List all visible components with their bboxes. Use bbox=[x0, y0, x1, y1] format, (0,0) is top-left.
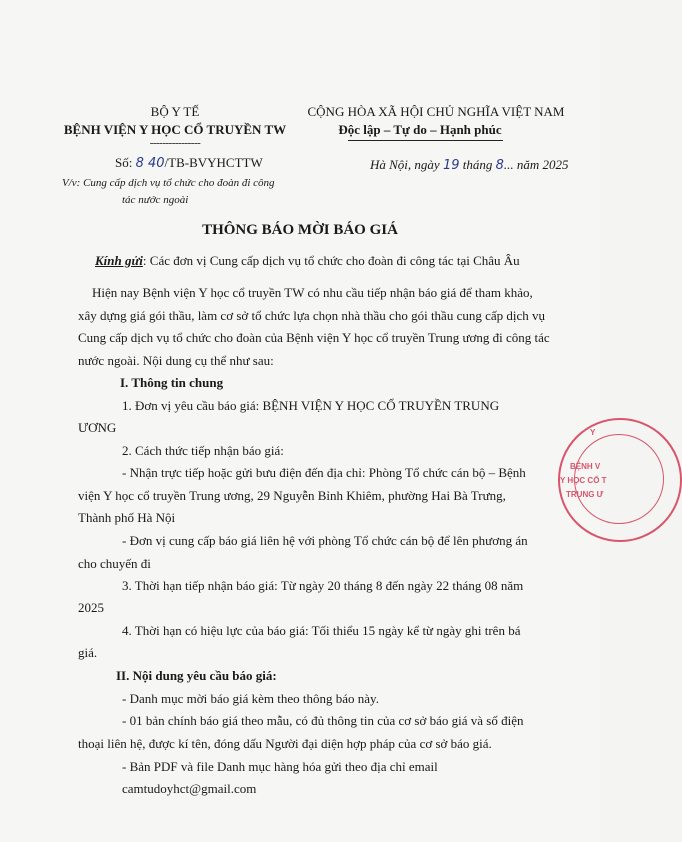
number-suffix: /TB-BVYHCTTW bbox=[164, 155, 263, 170]
ministry-name: BỘ Y TẾ bbox=[150, 104, 200, 119]
intro-line-1: Hiện nay Bệnh viện Y học cổ truyền TW có nhu cầu tiếp nhận báo giá để tham khảo, bbox=[92, 285, 533, 300]
s1-item1-line2: ƯƠNG bbox=[78, 420, 117, 435]
date-day-handwritten: 19 bbox=[442, 158, 460, 173]
s1-item1-line1: 1. Đơn vị yêu cầu báo giá: BỆNH VIỆN Y HỌC CỔ TRUYỀN TRUNG bbox=[122, 398, 500, 413]
email-address: camtudoyhct@gmail.com bbox=[122, 781, 257, 796]
number-handwritten: 8 40 bbox=[135, 156, 165, 171]
s2-bullet2-line1: - 01 bản chính báo giá theo mẫu, có đủ thông tin của cơ sở báo giá và số điện bbox=[122, 713, 524, 728]
document-number bbox=[115, 155, 263, 171]
intro-line-3: Cung cấp dịch vụ tổ chức cho đoàn của Bệnh viện Y học cổ truyền Trung ương đi công tác bbox=[78, 330, 550, 345]
subject-line-1: V/v: Cung cấp dịch vụ tổ chức cho đoàn đi công bbox=[62, 177, 275, 189]
s1-bullet2-line2: cho chuyến đi bbox=[78, 556, 151, 571]
document-title: THÔNG BÁO MỜI BÁO GIÁ bbox=[202, 222, 398, 238]
s1-item3-line1: 3. Thời hạn tiếp nhận báo giá: Từ ngày 20 tháng 8 đến ngày 22 tháng 08 năm bbox=[122, 578, 524, 593]
number-prefix: Số: bbox=[115, 155, 136, 170]
s1-item2: 2. Cách thức tiếp nhận báo giá: bbox=[122, 443, 284, 458]
s1-bullet1-line2: viện Y học cổ truyền Trung ương, 29 Nguyễn Bỉnh Khiêm, phường Hai Bà Trưng, bbox=[78, 488, 506, 503]
document-date bbox=[370, 157, 569, 173]
greeting-label: Kính gửi bbox=[95, 253, 143, 268]
s1-bullet2-line1: - Đơn vị cung cấp báo giá liên hệ với phòng Tổ chức cán bộ để lên phương án bbox=[122, 533, 528, 548]
date-prefix: Hà Nội, ngày bbox=[370, 157, 443, 172]
greeting bbox=[95, 253, 520, 269]
s1-bullet1-line3: Thành phố Hà Nội bbox=[78, 510, 176, 525]
subject-line-2: tác nước ngoài bbox=[122, 194, 189, 206]
motto-underline bbox=[348, 140, 503, 141]
intro-line-2: xây dựng giá gói thầu, làm cơ sở tổ chức lựa chọn nhà thầu cho gói thầu cung cấp dịch vụ bbox=[78, 308, 546, 323]
section-2-heading: II. Nội dung yêu cầu báo giá: bbox=[116, 668, 277, 683]
greeting-text: : Các đơn vị Cung cấp dịch vụ tổ chức cho đoàn đi công tác tại Châu Âu bbox=[142, 253, 520, 268]
s1-item3-line2: 2025 bbox=[78, 600, 104, 615]
s1-item4-line1: 4. Thời hạn có hiệu lực của báo giá: Tối thiểu 15 ngày kể từ ngày ghi trên bá bbox=[122, 623, 521, 638]
stamp-line-3: TRUNG Ư bbox=[566, 490, 604, 499]
country-name: CỘNG HÒA XÃ HỘI CHỦ NGHĨA VIỆT NAM bbox=[307, 104, 565, 119]
header-divider: ---------------- bbox=[149, 137, 201, 149]
stamp-line-1: BỆNH V bbox=[570, 462, 601, 471]
intro-line-4: nước ngoài. Nội dung cụ thể như sau: bbox=[78, 353, 274, 368]
s2-bullet3-line1: - Bản PDF và file Danh mục hàng hóa gửi theo địa chỉ email bbox=[122, 759, 438, 774]
s1-item4-line2: giá. bbox=[78, 645, 98, 660]
date-month-handwritten: 8 bbox=[495, 158, 504, 173]
date-suffix: ... năm 2025 bbox=[503, 157, 569, 172]
stamp-top-letter: Y bbox=[590, 428, 596, 437]
s1-bullet1-line1: - Nhận trực tiếp hoặc gửi bưu điện đến địa chỉ: Phòng Tổ chức cán bộ – Bệnh bbox=[122, 465, 526, 480]
s2-bullet1: - Danh mục mời báo giá kèm theo thông báo này. bbox=[122, 691, 379, 706]
section-1-heading: I. Thông tin chung bbox=[120, 375, 224, 390]
national-motto: Độc lập – Tự do – Hạnh phúc bbox=[338, 122, 502, 137]
hospital-name: BỆNH VIỆN Y HỌC CỔ TRUYỀN TW bbox=[63, 122, 287, 137]
s2-bullet2-line2: thoại liên hệ, được kí tên, đóng dấu Người đại diện hợp pháp của cơ sở báo giá. bbox=[78, 736, 492, 751]
stamp-line-2: Y HỌC CỔ T bbox=[560, 476, 607, 485]
date-mid: tháng bbox=[459, 157, 496, 172]
